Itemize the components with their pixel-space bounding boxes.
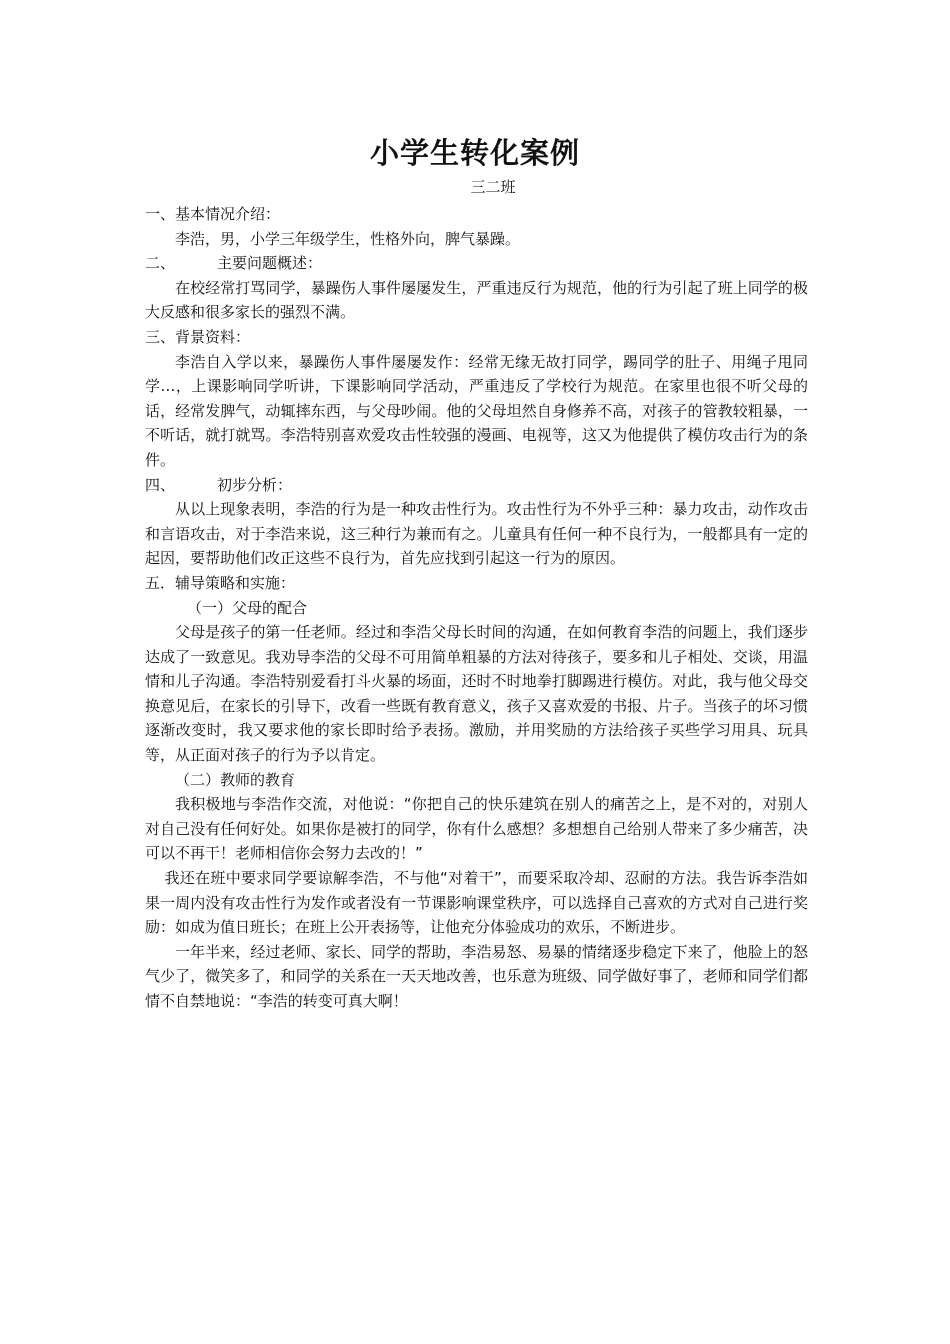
section-4-text: 从以上现象表明，李浩的行为是一种攻击性行为。攻击性行为不外乎三种：暴力攻击，动作攻击和言语攻击，对于李浩来说，这三种行为兼而有之。儿童具有任何一种不良行为，一般都具有一定的起因，要帮助他们改正这些不良行为，首先应找到引起这一行为的原因。 — [145, 500, 808, 568]
subsection-1-text: 父母是孩子的第一任老师。经过和李浩父母长时间的沟通，在如何教育李浩的问题上，我们逐步达成了一致意见。我劝导李浩的父母不可用简单粗暴的方法对待孩子，要多和儿子相处、交谈，用温情和儿子沟通。李浩特别爱看打斗火暴的场面，还时不时地拳打脚踢进行模仿。对此，我与他父母交换意见后，在家长的引导下，改看一些既有教育意义，孩子又喜欢爱的书报、片子。当孩子的坏习惯逐渐改变时，我又要求他的家长即时给予表扬。激励，并用奖励的方法给孩子买些学习用具、玩具等，从正面对孩子的行为予以肯定。 — [145, 623, 808, 765]
subsection-2-text-3: 一年半来，经过老师、家长、同学的帮助，李浩易怒、易暴的情绪逐步稳定下来了，他脸上的怒气少了，微笑多了，和同学的关系在一天天地改善，也乐意为班级、同学做好事了，老师和同学们都情不自禁地说：“李浩的转变可真大啊！ — [145, 942, 808, 1010]
subsection-1-heading: （一）父母的配合 — [187, 598, 308, 617]
section-3-heading: 三、背景资料： — [145, 327, 251, 346]
class-name: 三二班 — [470, 178, 516, 196]
document-body — [145, 202, 808, 1014]
section-4-heading-line — [145, 473, 808, 498]
section-4-number: 四、 — [145, 475, 176, 494]
section-4-heading: 初步分析： — [217, 475, 293, 494]
section-5-heading: 五．辅导策略和实施： — [145, 573, 296, 592]
document-title: 小学生转化案例 — [369, 136, 580, 170]
subsection-2-text: 我积极地与李浩作交流，对他说：“你把自己的快乐建筑在别人的痛苦之上，是不对的，对别人对自己没有任何好处。如果你是被打的同学，你有什么感想？多想想自己给别人带来了多少痛苦，决可以不再干！老师相信你会努力去改的！” — [145, 795, 808, 863]
section-2-heading: 主要问题概述： — [217, 254, 323, 273]
section-2-number: 二、 — [145, 254, 176, 273]
section-2-heading-line — [145, 251, 808, 276]
subsection-2-text-2: 我还在班中要求同学要谅解李浩，不与他“对着干”，而要采取冷却、忍耐的方法。我告诉李浩如果一周内没有攻击性行为发作或者没有一节课影响课堂秩序，可以选择自己喜欢的方式对自己进行奖励：如成为值日班长；在班上公开表扬等，让他充分体验成功的欢乐，不断进步。 — [145, 869, 808, 937]
section-1-text: 李浩，男，小学三年级学生，性格外向，脾气暴躁。 — [175, 229, 521, 248]
section-1-heading: 一、基本情况介绍： — [145, 205, 281, 223]
section-3-text: 李浩自入学以来，暴躁伤人事件屡屡发作：经常无缘无故打同学，踢同学的肚子、用绳子甩同学…，上课影响同学听讲，下课影响同学活动，严重违反了学校行为规范。在家里也很不听父母的话，经常发脾气，动辄摔东西，与父母吵闹。他的父母坦然自身修养不高，对孩子的管教较粗暴，一不听话，就打就骂。李浩特别喜欢爱攻击性较强的漫画、电视等，这又为他提供了模仿攻击行为的条件。 — [145, 352, 808, 469]
subsection-2-heading: （二）教师的教育 — [175, 770, 296, 789]
section-2-text: 在校经常打骂同学，暴躁伤人事件屡屡发生，严重违反行为规范，他的行为引起了班上同学的极大反感和很多家长的强烈不满。 — [145, 278, 808, 322]
